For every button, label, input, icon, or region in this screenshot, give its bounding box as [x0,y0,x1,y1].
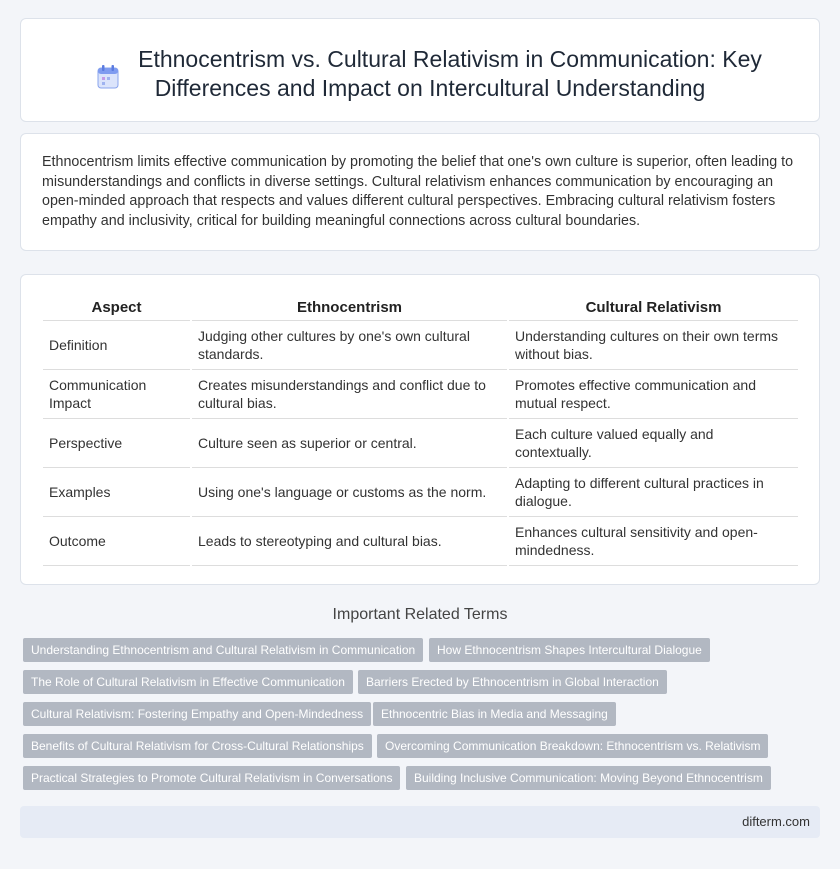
table-header-row [43,295,798,321]
footer [20,806,820,838]
table-row [43,468,798,517]
table-cell: Judging other cultures by one's own cultural standards. [192,321,507,370]
table-cell: Perspective [43,419,190,468]
table-cell: Definition [43,321,190,370]
related-terms-title: Important Related Terms [332,606,508,623]
table-cell: Outcome [43,517,190,566]
table-row [43,321,798,370]
table-row [43,517,798,566]
related-term-link[interactable]: Cultural Relativism: Fostering Empathy and Open-Mindedness [23,702,371,726]
table-cell: Creates misunderstandings and conflict due to cultural bias. [192,370,507,419]
related-term-link[interactable]: Practical Strategies to Promote Cultural Relativism in Conversations [23,766,400,790]
header-cultural-relativism: Cultural Relativism [509,295,798,321]
related-term-link[interactable]: Ethnocentric Bias in Media and Messaging [373,702,616,726]
table-cell: Adapting to different cultural practices in dialogue. [509,468,798,517]
header-aspect: Aspect [43,295,190,321]
title-card [20,18,820,122]
related-term-link[interactable]: Understanding Ethnocentrism and Cultural Relativism in Communication [23,638,423,662]
table-cell: Leads to stereotyping and cultural bias. [192,517,507,566]
table-cell: Understanding cultures on their own terms without bias. [509,321,798,370]
related-term-link[interactable]: The Role of Cultural Relativism in Effective Communication [23,670,353,694]
table-row [43,419,798,468]
intro-paragraph: Ethnocentrism limits effective communication by promoting the belief that one's own culture is superior, often leading to misunderstandings and conflicts in diverse settings. Cultural relativism enhances communication by encouraging an open-minded approach that respects and values different cultural perspectives. Embracing cultural relativism fosters empathy and inclusivity, critical for building meaningful connections across cultural boundaries. [42,154,794,229]
footer-site-link[interactable]: difterm.com [742,814,810,829]
table-row [43,370,798,419]
table-cell: Culture seen as superior or central. [192,419,507,468]
table-cell: Communication Impact [43,370,190,419]
intro-card [20,133,820,251]
header-ethnocentrism: Ethnocentrism [192,295,507,321]
related-term-link[interactable]: How Ethnocentrism Shapes Intercultural Dialogue [429,638,710,662]
comparison-table [41,295,800,566]
related-term-link[interactable]: Benefits of Cultural Relativism for Cross-Cultural Relationships [23,734,372,758]
related-term-link[interactable]: Barriers Erected by Ethnocentrism in Global Interaction [358,670,667,694]
table-cell: Enhances cultural sensitivity and open-mindedness. [509,517,798,566]
table-cell: Using one's language or customs as the norm. [192,468,507,517]
page-title: Ethnocentrism vs. Cultural Relativism in Communication: Key Differences and Impact on Intercultural Understanding [138,46,762,101]
related-term-link[interactable]: Building Inclusive Communication: Moving Beyond Ethnocentrism [406,766,771,790]
related-term-link[interactable]: Overcoming Communication Breakdown: Ethnocentrism vs. Relativism [377,734,768,758]
comparison-card [20,274,820,585]
table-cell: Examples [43,468,190,517]
table-cell: Promotes effective communication and mutual respect. [509,370,798,419]
table-cell: Each culture valued equally and contextually. [509,419,798,468]
